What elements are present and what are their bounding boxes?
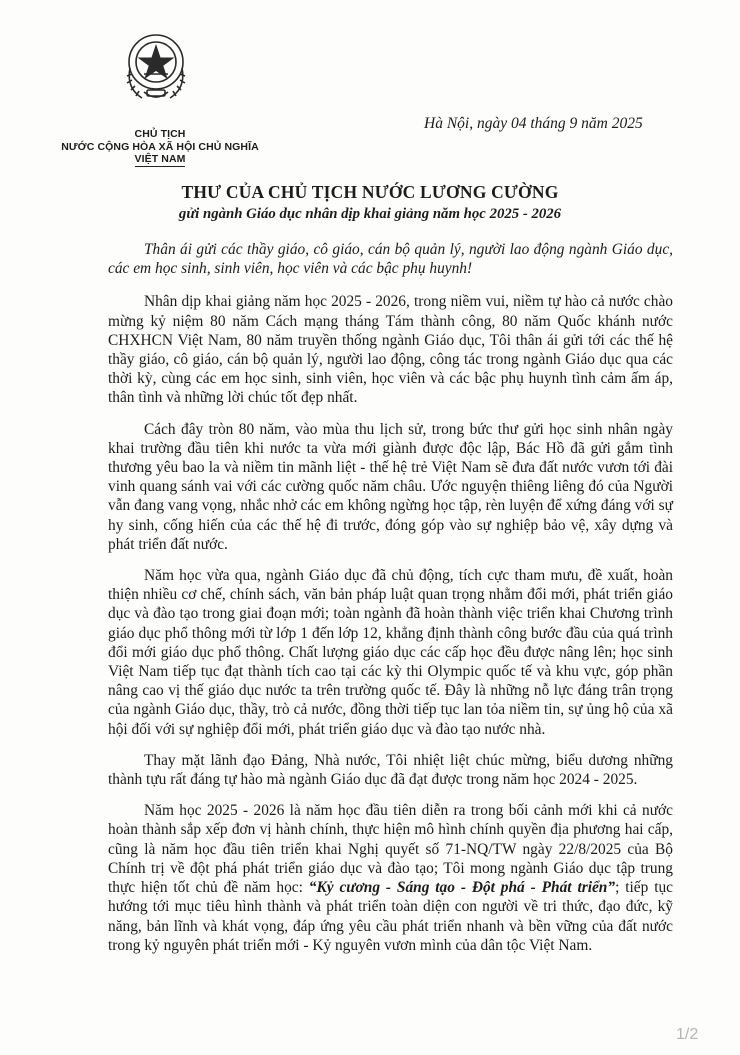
page-indicator: 1/2 <box>676 1026 699 1043</box>
letter-body <box>108 240 673 967</box>
paragraph: Thay mặt lãnh đạo Đảng, Nhà nước, Tôi nhiệt liệt chúc mừng, biểu dương những thành tựu rất đáng tự hào mà ngành Giáo dục đã đạt được trong năm học 2024 - 2025. <box>108 751 673 789</box>
paragraph: Nhân dịp khai giảng năm học 2025 - 2026, trong niềm vui, niềm tự hào cả nước chào mừng kỷ niệm 80 năm Cách mạng tháng Tám thành công, 80 năm Quốc khánh nước CHXHCN Việt Nam, 80 năm truyền thống ngành Giáo dục, Tôi thân ái gửi tới các thế hệ thầy giáo, cô giáo, cán bộ quản lý, người lao động, công tác trong ngành Giáo dục qua các thời kỳ, cùng các em học sinh, sinh viên, học viên và các bậc phụ huynh tình cảm ấm áp, thân tình và những lời chúc tốt đẹp nhất. <box>108 293 673 407</box>
school-year-theme: “Kỷ cương - Sáng tạo - Đột phá - Phát triển” <box>308 879 616 897</box>
paragraph: Năm học vừa qua, ngành Giáo dục đã chủ động, tích cực tham mưu, đề xuất, hoàn thiện nhiều cơ chế, chính sách, văn bản pháp luật quan trọng nhằm đổi mới, phát triển giáo dục và đào tạo trong giai đoạn mới; toàn ngành đã hoàn thành việc triển khai Chương trình giáo dục phổ thông mới từ lớp 1 đến lớp 12, khẳng định thành công bước đầu của quá trình đổi mới giáo dục phổ thông. Chất lượng giáo dục các cấp học đều được nâng lên; học sinh Việt Nam tiếp tục đạt thành tích cao tại các kỳ thi Olympic quốc tế và khu vực, góp phần nâng cao vị thế giáo dục nước ta trên trường quốc tế. Đây là những nỗ lực đáng trân trọng của ngành Giáo dục, thầy, trò cả nước, đồng thời tiếp tục lan tỏa niềm tin, sự ủng hộ của xã hội đối với sự nghiệp đổi mới, phát triển giáo dục và đào tạo nước nhà. <box>108 567 673 738</box>
org-line-1: CHỦ TỊCH <box>134 128 186 140</box>
letter-subtitle: gửi ngành Giáo dục nhân dịp khai giảng năm học 2025 - 2026 <box>178 206 562 222</box>
issuing-office <box>40 128 280 167</box>
letter-date: Hà Nội, ngày 04 tháng 9 năm 2025 <box>424 115 643 132</box>
greeting: Thân ái gửi các thầy giáo, cô giáo, cán bộ quản lý, người lao động ngành Giáo dục, các em học sinh, sinh viên, học viên và các bậc phụ huynh! <box>108 241 673 278</box>
paragraph-last-start: Năm học 2025 - 2026 là năm học đầu tiên diễn ra trong bối cảnh mới khi cả nước hoàn thành sắp xếp đơn vị hành chính, thực hiện mô hình chính quyền địa phương hai cấp, cũng là năm học đầu tiên triển khai Nghị quyết số 71-NQ/TW ngày 22/8/2025 của Bộ Chính trị về đột phá phát triển giáo dục và đào tạo; Tôi mong ngành Giáo dục tập trung thực hiện tốt chủ đề năm học: <box>108 802 673 897</box>
letter-title: THƯ CỦA CHỦ TỊCH NƯỚC LƯƠNG CƯỜNG <box>181 182 559 202</box>
paragraph: Cách đây tròn 80 năm, vào mùa thu lịch sử, trong bức thư gửi học sinh nhân ngày khai trường đầu tiên khi nước ta vừa mới giành được độc lập, Bác Hồ đã gửi gắm tình thương yêu bao la và niềm tin mãnh liệt - thế hệ trẻ Việt Nam sẽ đưa đất nước vươn tới đài vinh quang sánh vai với các cường quốc năm châu. Ước nguyện thiêng liêng đó của Người vẫn đang vang vọng, nhắc nhở các em không ngừng học tập, rèn luyện để xứng đáng với sự hy sinh, cống hiến của các thế hệ đi trước, đóng góp vào sự nghiệp bảo vệ, xây dựng và phát triển đất nước. <box>108 420 673 553</box>
paragraph-last <box>108 801 673 955</box>
org-line-3: VIỆT NAM <box>134 153 186 165</box>
paragraph-last-end: ; tiếp tục hướng tới mục tiêu hình thành và phát triển toàn diện con người về tri thức, đạo đức, kỹ năng, bản lĩnh và khát vọng, đáp ứng yêu cầu phát triển nhanh và bền vững của đất nước trong kỷ nguyên phát triển mới - Kỷ nguyên vươn mình của dân tộc Việt Nam. <box>108 879 673 954</box>
org-line-2: NƯỚC CỘNG HÒA XÃ HỘI CHỦ NGHĨA <box>61 140 259 153</box>
national-emblem-icon <box>120 28 192 104</box>
